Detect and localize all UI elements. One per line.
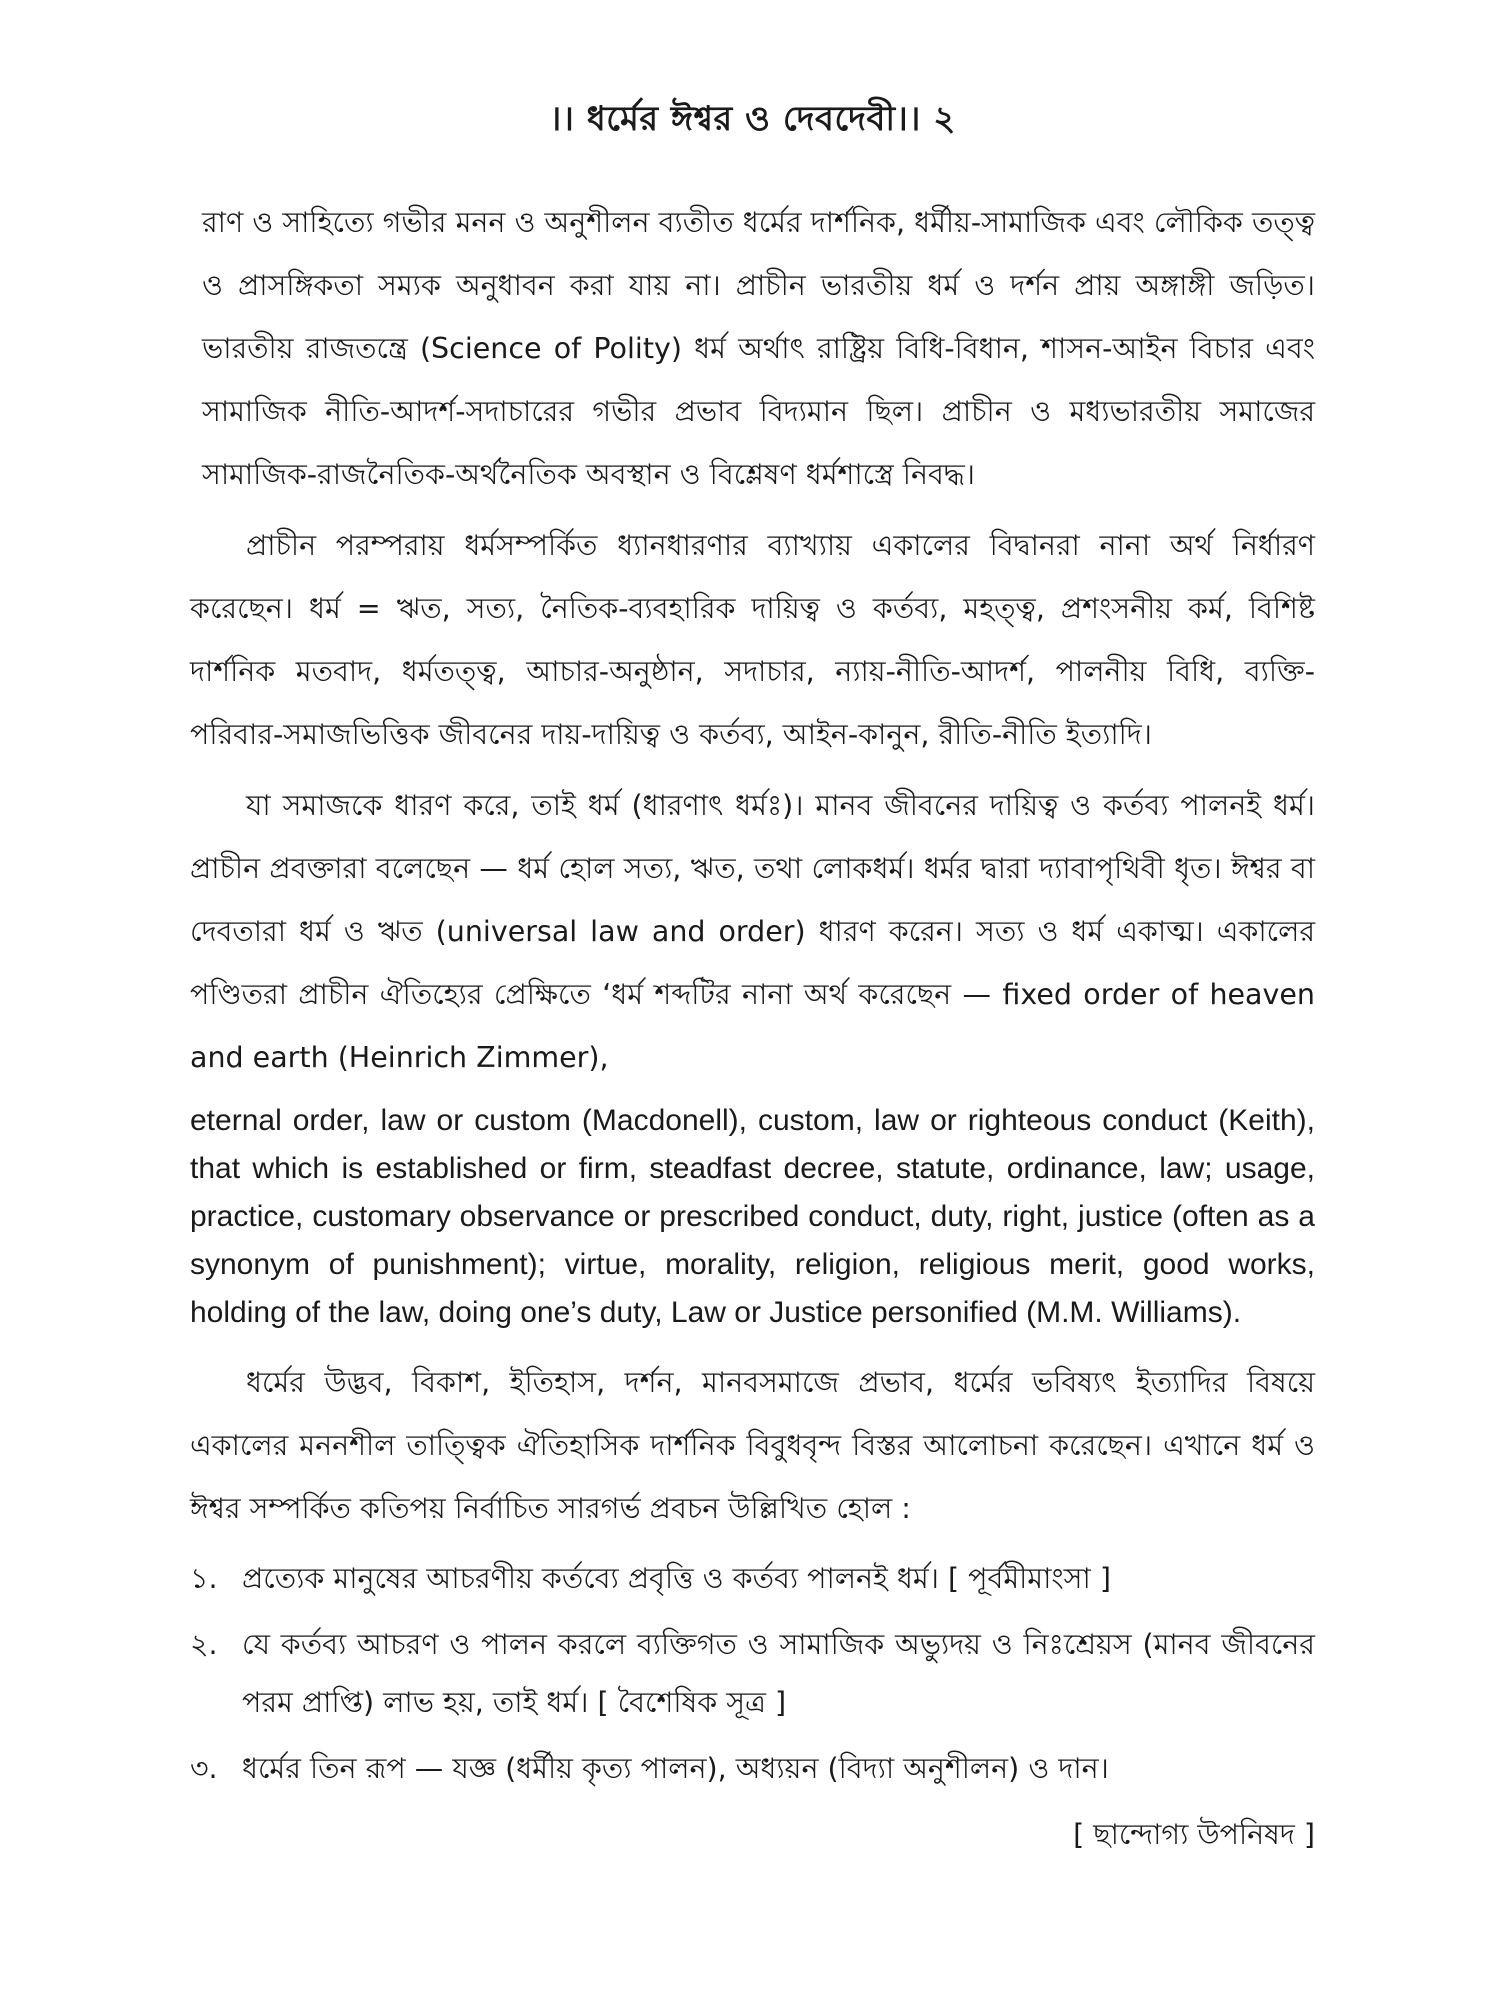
list-item-number: ২. [190,1628,218,1661]
list-item-text: প্রত্যেক মানুষের আচরণীয় কর্তব্যে প্রবৃত্তি ও কর্তব্য পালনই ধর্ম। [ পূর্বমীমাংসা ] [242,1562,1111,1595]
list-item-number: ১. [190,1562,218,1595]
paragraph-3-english-continuation: eternal order, law or custom (Macdonell), custom, law or righteous conduct (Keith), that which is established or firm, steadfast decree, statute, ordinance, law; usage, practice, customary observance or prescribed conduct, duty, right, justice (often as a synonym of punishment); virtue, morality, religion, religious merit, good works, holding of the law, doing one’s duty, Law or Justice personified (M.M. Williams). [190,1104,1315,1329]
list-item [190,1550,1315,1608]
paragraph-1: রাণ ও সাহিত্যে গভীর মনন ও অনুশীলন ব্যতীত ধর্মের দার্শনিক, ধর্মীয়-সামাজিক এবং লৌকিক তত্ত্ব ও প্রাসঙ্গিকতা সম্যক অনুধাবন করা যায় না। প্রাচীন ভারতীয় ধর্ম ও দর্শন প্রায় অঙ্গাঙ্গী জড়িত। ভারতীয় রাজতন্ত্রে (Science of Polity) ধর্ম অর্থাৎ রাষ্ট্রিয় বিধি-বিধান, শাসন-আইন বিচার এবং সামাজিক নীতি-আদর্শ-সদাচারের গভীর প্রভাব বিদ্যমান ছিল। প্রাচীন ও মধ্যভারতীয় সমাজের সামাজিক-রাজনৈতিক-অর্থনৈতিক অবস্থান ও বিশ্লেষণ ধর্মশাস্ত্রে নিবদ্ধ। [202,206,1315,491]
list-item-number: ৩. [190,1752,218,1785]
list-item [190,1616,1315,1732]
quotation-list [190,1550,1315,1864]
paragraph-4: ধর্মের উদ্ভব, বিকাশ, ইতিহাস, দর্শন, মানবসমাজে প্রভাব, ধর্মের ভবিষ্যৎ ইত্যাদির বিষয়ে একালের মননশীল তাত্ত্বিক ঐতিহাসিক দার্শনিক বিবুধবৃন্দ বিস্তর আলোচনা করেছেন। এখানে ধর্ম ও ঈশ্বর সম্পর্কিত কতিপয় নির্বাচিত সারগর্ভ প্রবচন উল্লিখিত হোল : [190,1366,1315,1525]
list-item-source: [ ছান্দোগ্য উপনিষদ ] [1073,1818,1315,1851]
page-title: ।। ধর্মের ঈশ্বর ও দেবদেবী।। ২ [549,99,956,139]
list-item-text: ধর্মের তিন রূপ — যজ্ঞ (ধর্মীয় কৃত্য পালন), অধ্যয়ন (বিদ্যা অনুশীলন) ও দান। [242,1752,1109,1785]
list-item [190,1740,1315,1798]
paragraph-3: যা সমাজকে ধারণ করে, তাই ধর্ম (ধারণাৎ ধর্মঃ)। মানব জীবনের দায়িত্ব ও কর্তব্য পালনই ধর্ম। প্রাচীন প্রবক্তারা বলেছেন — ধর্ম হোল সত্য, ঋত, তথা লোকধর্ম। ধর্মর দ্বারা দ্যাবাপৃথিবী ধৃত। ঈশ্বর বা দেবতারা ধর্ম ও ঋত (universal law and order) ধারণ করেন। সত্য ও ধর্ম একাত্ম। একালের পণ্ডিতরা প্রাচীন ঐতিহ্যের প্রেক্ষিতে ‘ধর্ম শব্দটির নানা অর্থ করেছেন — fixed order of heaven and earth (Heinrich Zimmer), [190,789,1315,1074]
list-item-text: যে কর্তব্য আচরণ ও পালন করলে ব্যক্তিগত ও সামাজিক অভ্যুদয় ও নিঃশ্রেয়স (মানব জীবনের পরম প্রাপ্তি) লাভ হয়, তাই ধর্ম। [ বৈশেষিক সূত্র ] [242,1628,1315,1719]
paragraph-2: প্রাচীন পরম্পরায় ধর্মসম্পর্কিত ধ্যানধারণার ব্যাখ্যায় একালের বিদ্বানরা নানা অর্থ নির্ধারণ করেছেন। ধর্ম = ঋত, সত্য, নৈতিক-ব্যবহারিক দায়িত্ব ও কর্তব্য, মহত্ত্ব, প্রশংসনীয় কর্ম, বিশিষ্ট দার্শনিক মতবাদ, ধর্মতত্ত্ব, আচার-অনুষ্ঠান, সদাচার, ন্যায়-নীতি-আদর্শ, পালনীয় বিধি, ব্যক্তি-পরিবার-সমাজভিত্তিক জীবনের দায়-দায়িত্ব ও কর্তব্য, আইন-কানুন, রীতি-নীতি ইত্যাদি। [190,529,1315,751]
